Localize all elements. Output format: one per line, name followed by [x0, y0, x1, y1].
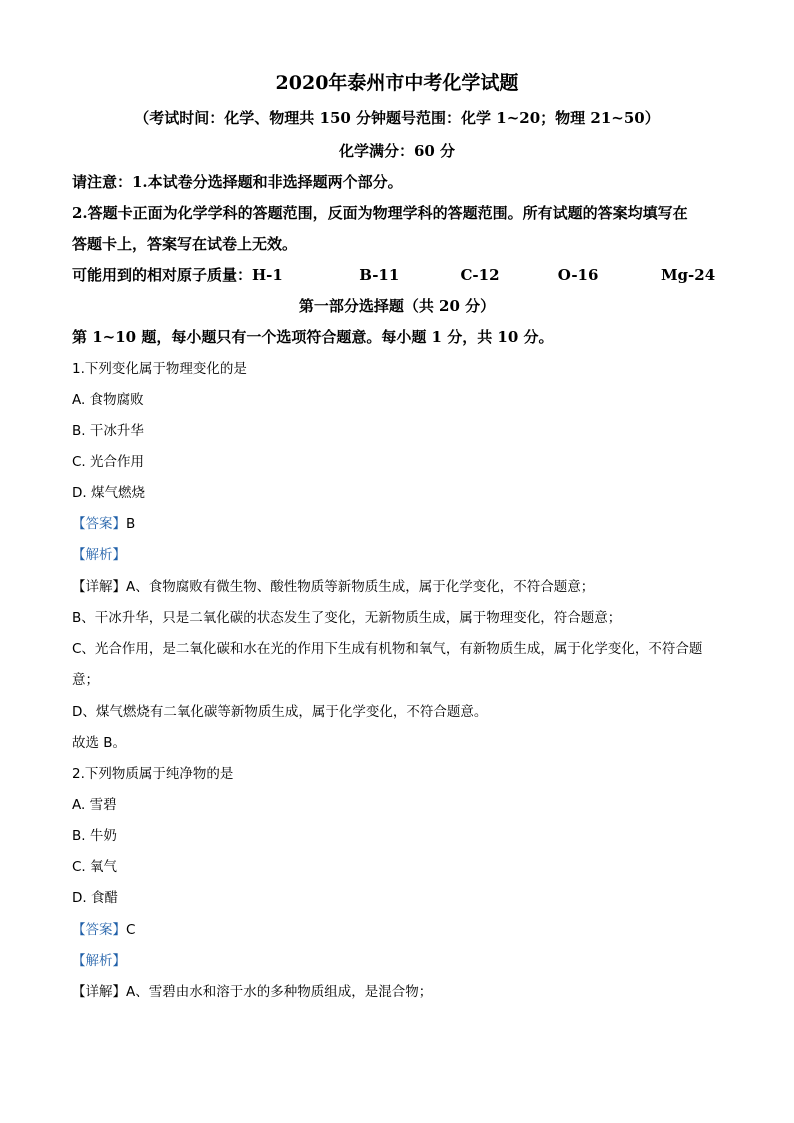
notice-line-3: 答题卡上，答案写在试卷上无效。	[72, 235, 298, 253]
question-1-option-a: A. 食物腐败	[72, 392, 144, 408]
question-1-detail-line-2: B、干冰升华，只是二氧化碳的状态发生了变化，无新物质生成，属于物理变化，符合题意；	[72, 610, 622, 626]
full-score: 化学满分：60 分	[338, 142, 456, 160]
question-1-option-c: C. 光合作用	[72, 454, 145, 470]
detail-tag-close: 】	[112, 984, 126, 1000]
question-1-detail-line-1	[72, 577, 594, 597]
question-1-detail-line-4: 意；	[72, 672, 99, 688]
question-1-answer	[72, 514, 135, 534]
answer-value: C	[126, 922, 136, 938]
question-2-analysis	[72, 951, 126, 971]
answer-tag-open: 【	[72, 516, 86, 532]
answer-tag-close: 】	[112, 922, 126, 938]
question-2-answer	[72, 920, 135, 940]
page-title: 2020年泰州市中考化学试题	[275, 72, 519, 94]
detail-text: A、雪碧由水和溶于水的多种物质组成，是混合物；	[126, 984, 433, 1000]
question-1-analysis	[72, 545, 126, 565]
question-1-option-b: B. 干冰升华	[72, 423, 144, 439]
analysis-tag-open: 【	[72, 953, 86, 969]
question-2-stem: 2.下列物质属于纯净物的是	[72, 766, 234, 782]
question-2-option-d: D. 食醋	[72, 890, 118, 906]
section-instruction: 第 1~10 题，每小题只有一个选项符合题意。每小题 1 分，共 10 分。	[72, 328, 554, 346]
detail-tag-open: 【	[72, 579, 86, 595]
atomic-mass-b: B-11	[359, 266, 400, 284]
answer-tag-label: 答案	[85, 922, 113, 938]
answer-tag-open: 【	[72, 922, 86, 938]
question-1-stem: 1.下列变化属于物理变化的是	[72, 361, 247, 377]
analysis-tag-label: 解析	[85, 953, 113, 969]
question-2-option-a: A. 雪碧	[72, 797, 117, 813]
atomic-mass-c: C-12	[460, 266, 500, 284]
analysis-tag-close: 】	[112, 547, 126, 563]
question-2-option-c: C. 氧气	[72, 859, 118, 875]
analysis-tag-close: 】	[112, 953, 126, 969]
detail-tag-open: 【	[72, 984, 86, 1000]
atomic-mass-label: 可能用到的相对原子质量：H-1	[72, 266, 283, 284]
question-1-conclusion: 故选 B。	[72, 735, 127, 751]
notice-line-2: 2.答题卡正面为化学学科的答题范围，反面为物理学科的答题范围。所有试题的答案均填写在	[72, 204, 688, 222]
question-2-option-b: B. 牛奶	[72, 828, 117, 844]
question-2-detail-line-1	[72, 982, 432, 1002]
analysis-tag-label: 解析	[85, 547, 113, 563]
section-title: 第一部分选择题（共 20 分）	[298, 297, 496, 315]
answer-tag-close: 】	[112, 516, 126, 532]
atomic-mass-o: O-16	[557, 266, 599, 284]
question-1-detail-line-3: C、光合作用，是二氧化碳和水在光的作用下生成有机物和氧气，有新物质生成，属于化学变化，不符合题	[72, 641, 703, 657]
detail-tag-close: 】	[112, 579, 126, 595]
detail-text: A、食物腐败有微生物、酸性物质等新物质生成，属于化学变化，不符合题意；	[126, 579, 595, 595]
question-1-detail-line-5: D、煤气燃烧有二氧化碳等新物质生成，属于化学变化，不符合题意。	[72, 704, 488, 720]
detail-tag-label: 详解	[85, 579, 113, 595]
answer-tag-label: 答案	[85, 516, 113, 532]
atomic-mass-row	[72, 265, 715, 285]
answer-value: B	[126, 516, 136, 532]
atomic-mass-mg: Mg-24	[660, 266, 716, 284]
analysis-tag-open: 【	[72, 547, 86, 563]
question-1-option-d: D. 煤气燃烧	[72, 485, 145, 501]
notice-line-1: 请注意：1.本试卷分选择题和非选择题两个部分。	[72, 173, 403, 191]
exam-time-note: （考试时间：化学、物理共 150 分钟题号范围：化学 1~20；物理 21~50）	[134, 109, 660, 127]
detail-tag-label: 详解	[85, 984, 113, 1000]
